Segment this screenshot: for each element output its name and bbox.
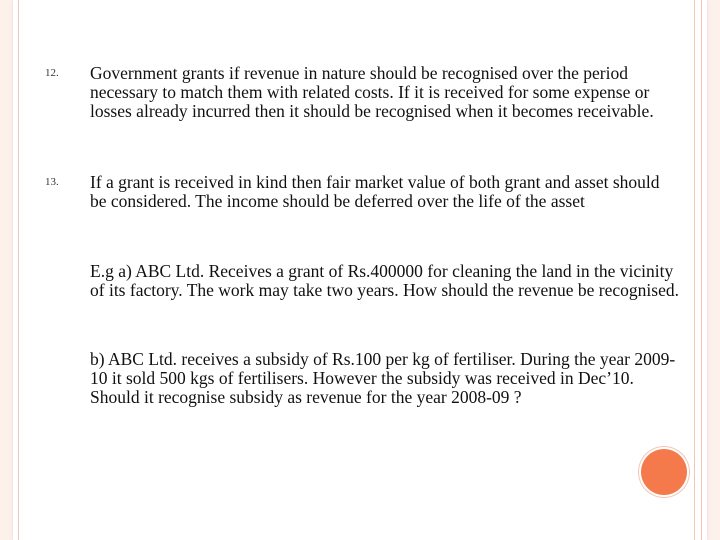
item-number: 13.	[45, 176, 59, 188]
item-text: If a grant is received in kind then fair market value of both grant and asset should be considered. The income should be deferred over the life of the asset	[90, 172, 660, 211]
right-border-line-outer	[701, 0, 702, 540]
right-border-line-inner	[694, 0, 695, 540]
decorative-circle-icon	[641, 449, 687, 495]
item-text: Government grants if revenue in nature should be recognised over the period necessary to match them with related costs. If it is received for some expense or losses already incurred then it should be recognised when it becomes receivable.	[90, 63, 654, 121]
example-a-paragraph: E.g a) ABC Ltd. Receives a grant of Rs.400000 for cleaning the land in the vicinity of its factory. The work may take two years. How should the revenue be recognised.	[90, 261, 679, 300]
item-number: 12.	[45, 67, 59, 79]
left-border-line	[18, 0, 19, 540]
example-b-paragraph: b) ABC Ltd. receives a subsidy of Rs.100 per kg of fertiliser. During the year 2009-10 it sold 500 kgs of fertilisers. However the subsidy was received in Dec’10. Should it recognise subsidy as revenue for the year 2008-09 ?	[90, 349, 676, 407]
